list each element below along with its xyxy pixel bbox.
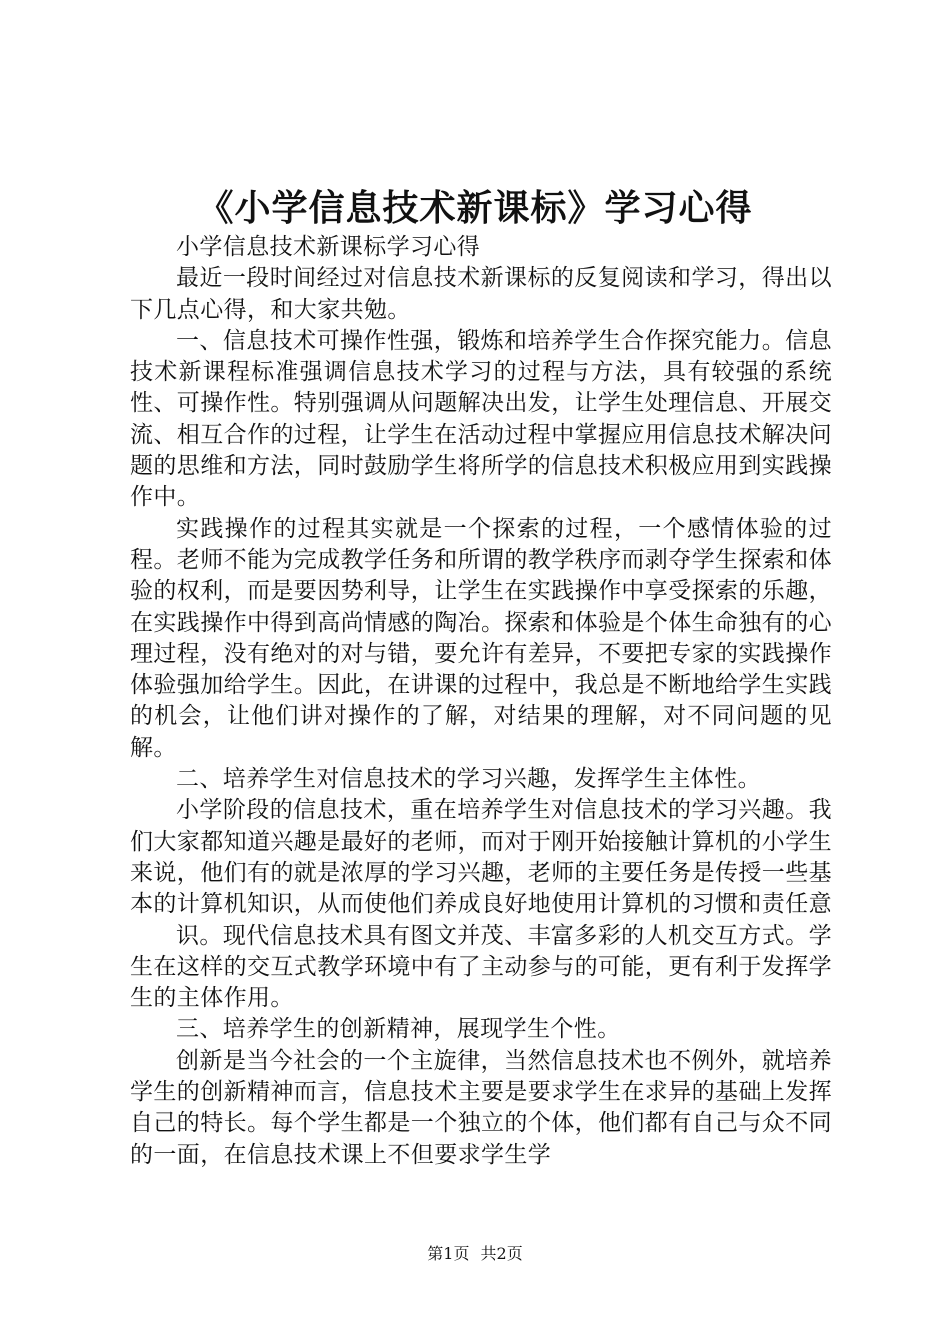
paragraph-innovation: 创新是当今社会的一个主旋律，当然信息技术也不例外，就培养学生的创新精神而言，信息技术主要是要求学生在求异的基础上发挥自己的特长。每个学生都是一个独立的个体，他们都有自己与众不同的一面，在信息技术课上不但要求学生学 bbox=[130, 1047, 832, 1168]
document-body bbox=[130, 232, 832, 1171]
page-number: 第1页 bbox=[427, 1244, 470, 1263]
heading-section-three: 三、培养学生的创新精神，展现学生个性。 bbox=[176, 1016, 621, 1043]
paragraph-intro: 最近一段时间经过对信息技术新课标的反复阅读和学习，得出以下几点心得，和大家共勉。 bbox=[130, 265, 832, 323]
heading-section-two: 二、培养学生对信息技术的学习兴趣，发挥学生主体性。 bbox=[176, 766, 761, 793]
document-title: 《小学信息技术新课标》学习心得 bbox=[197, 188, 753, 229]
page-total: 共2页 bbox=[480, 1244, 523, 1263]
paragraph-section-one: 一、信息技术可操作性强，锻炼和培养学生合作探究能力。信息技术新课程标准强调信息技术学习的过程与方法，具有较强的系统性、可操作性。特别强调从问题解决出发，让学生处理信息、开展交流、相互合作的过程，让学生在活动过程中掌握应用信息技术解决问题的思维和方法，同时鼓励学生将所学的信息技术积极应用到实践操作中。 bbox=[130, 327, 832, 511]
page-footer bbox=[0, 1244, 950, 1264]
paragraph-interest: 小学阶段的信息技术，重在培养学生对信息技术的学习兴趣。我们大家都知道兴趣是最好的老师，而对于刚开始接触计算机的小学生来说，他们有的就是浓厚的学习兴趣，老师的主要任务是传授一些基本的计算机知识，从而使他们养成良好地使用计算机的习惯和责任意 bbox=[130, 797, 832, 918]
paragraph-practice: 实践操作的过程其实就是一个探索的过程，一个感情体验的过程。老师不能为完成教学任务和所谓的教学秩序而剥夺学生探索和体验的权利，而是要因势利导，让学生在实践操作中享受探索的乐趣，在实践操作中得到高尚情感的陶冶。探索和体验是个体生命独有的心理过程，没有绝对的对与错，要允许有差异，不要把专家的实践操作体验强加给学生。因此，在讲课的过程中，我总是不断地给学生实践的机会，让他们讲对操作的了解，对结果的理解，对不同问题的见解。 bbox=[130, 515, 832, 761]
paragraph-interaction: 识。现代信息技术具有图文并茂、丰富多彩的人机交互方式。学生在这样的交互式教学环境中有了主动参与的可能，更有利于发挥学生的主体作用。 bbox=[130, 922, 832, 1012]
paragraph-subtitle: 小学信息技术新课标学习心得 bbox=[176, 234, 481, 260]
